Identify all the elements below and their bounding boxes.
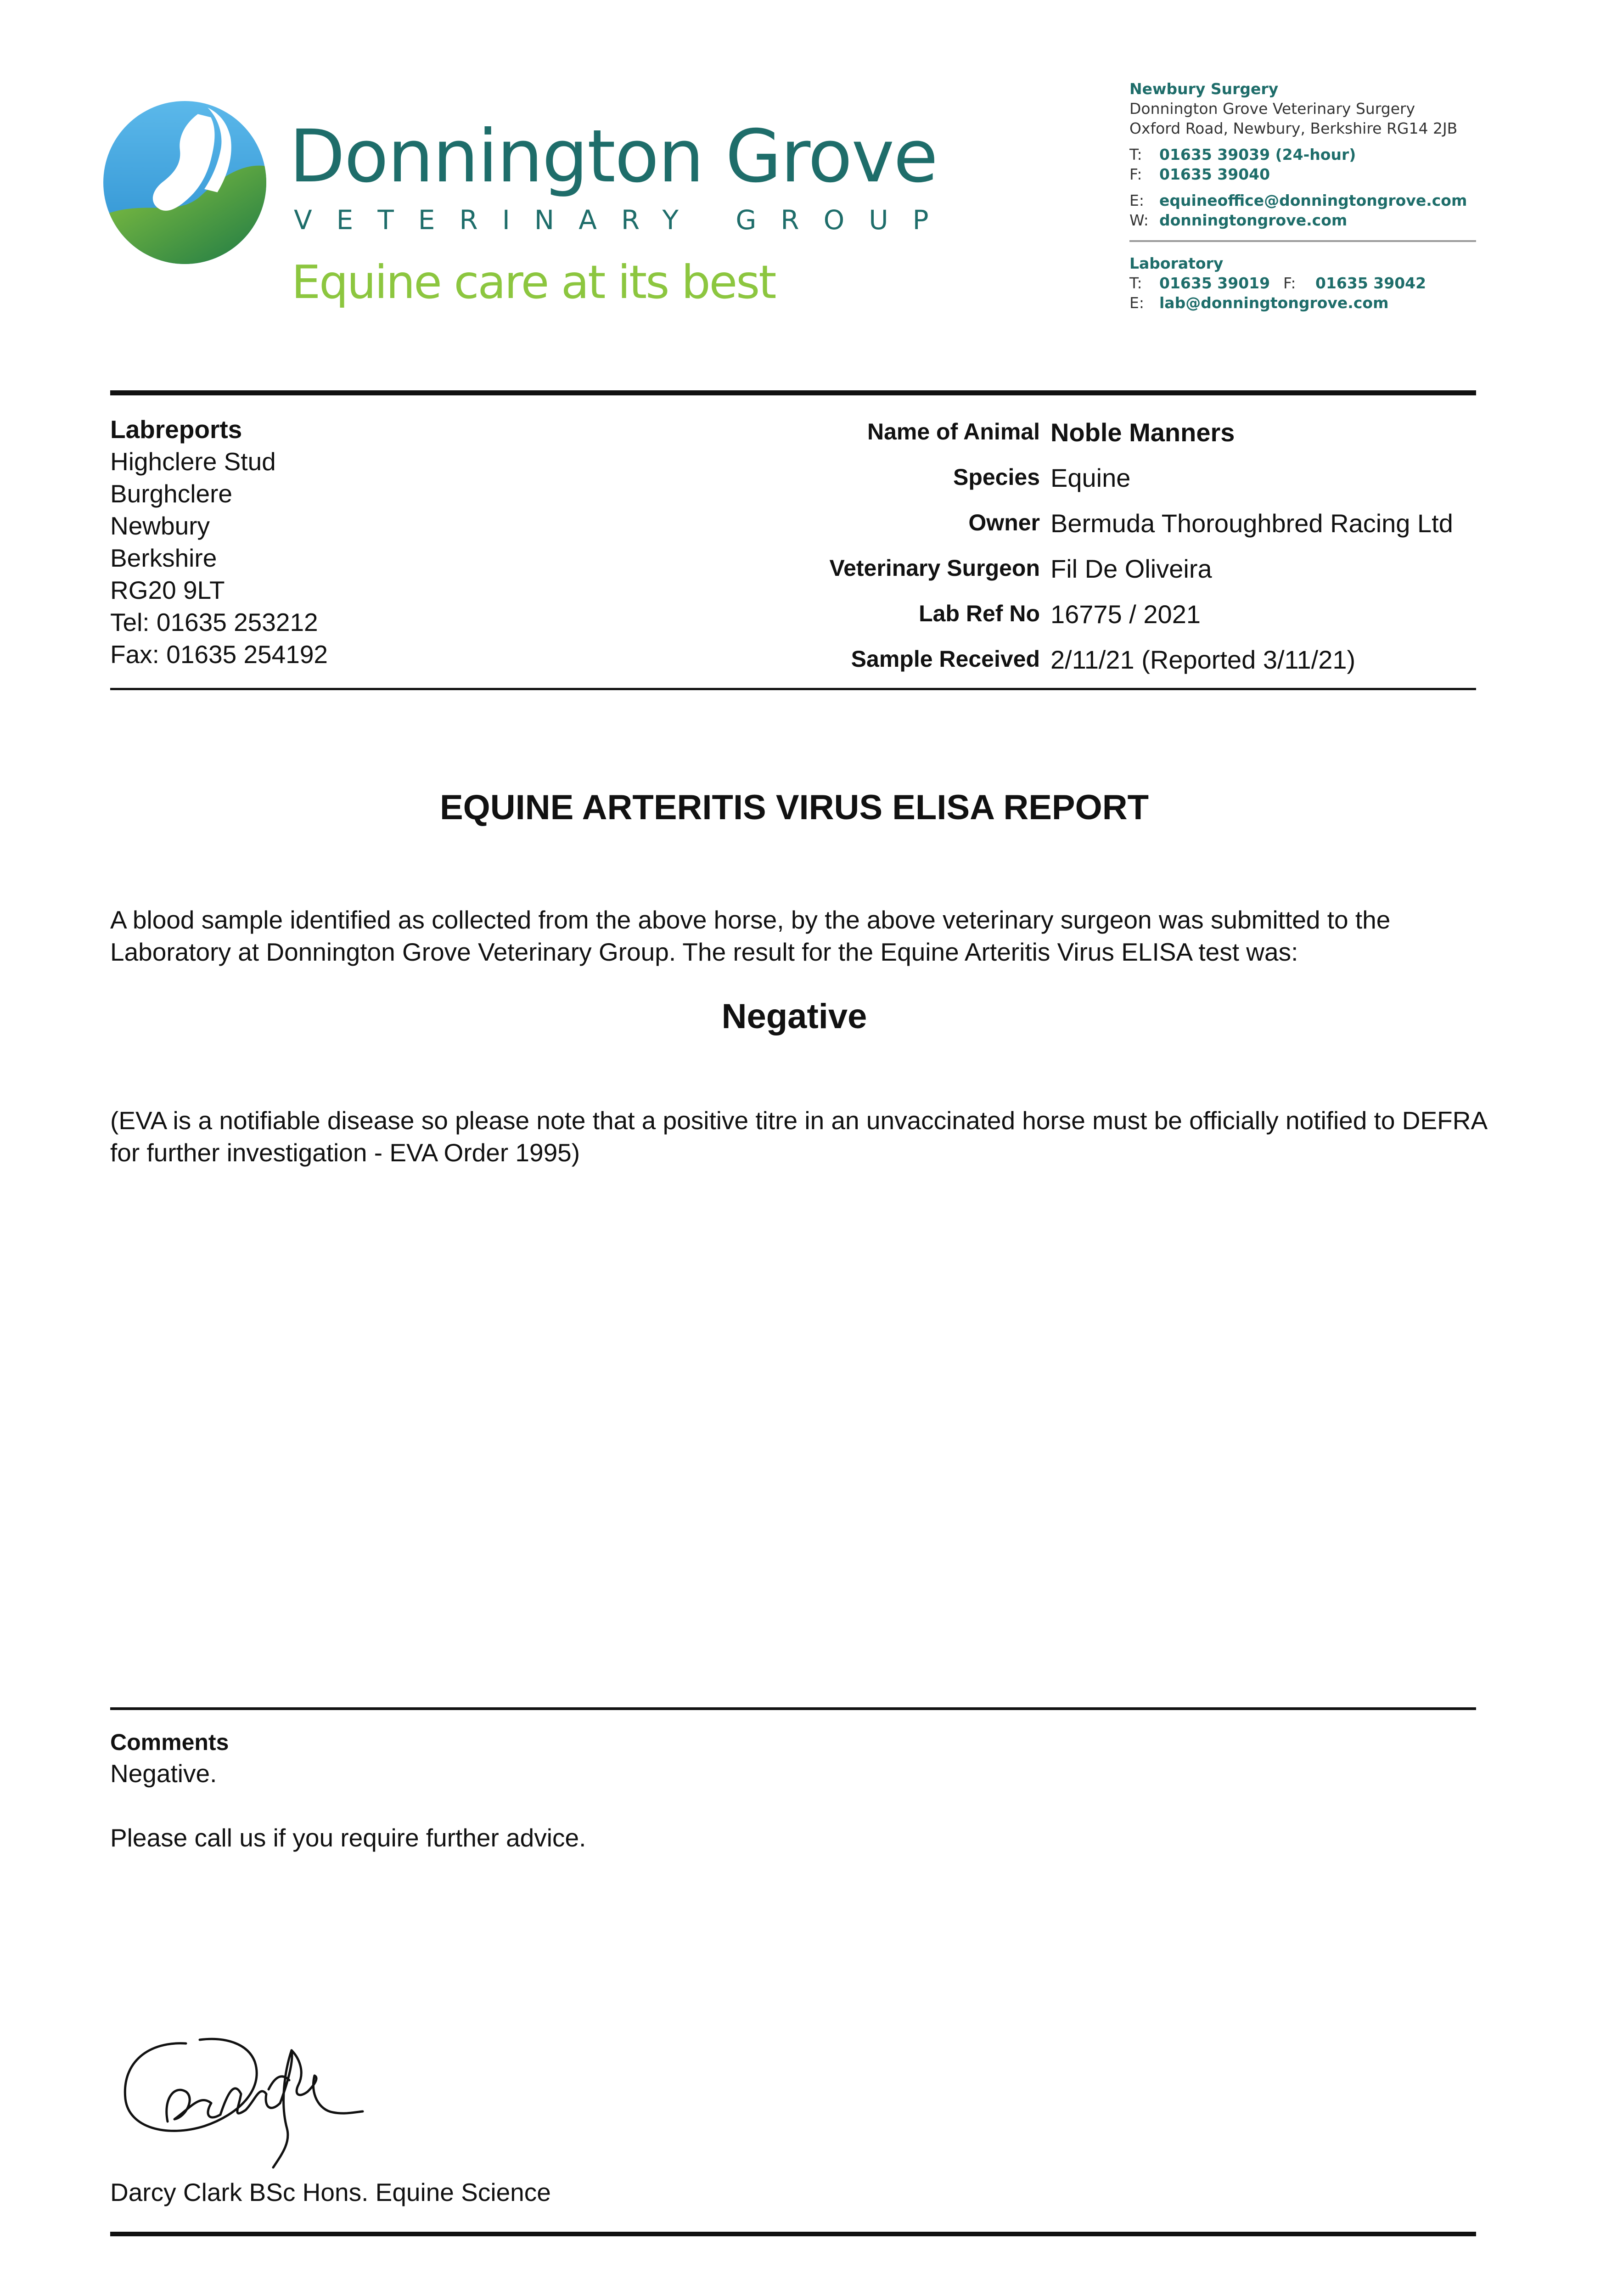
brand-name: Donnington Grove: [289, 114, 938, 199]
surgery-contact: [1129, 79, 1467, 230]
detail-row-animal-name: [735, 416, 1488, 448]
surgery-fax: 01635 39040: [1159, 165, 1270, 183]
contact-divider: [1129, 240, 1476, 242]
comments-text: Negative.: [110, 1759, 217, 1788]
detail-row-lab-ref: [735, 597, 1488, 630]
advice-text: Please call us if you require further advice.: [110, 1823, 586, 1852]
detail-value: 2/11/21 (Reported 3/11/21): [1050, 645, 1356, 674]
header-rule: [110, 390, 1476, 395]
logo-icon: [103, 101, 266, 264]
recipient-address: [110, 413, 328, 670]
address-line: Highclere Stud: [110, 447, 276, 476]
laboratory-heading: Laboratory: [1129, 254, 1224, 272]
surgery-address: Oxford Road, Newbury, Berkshire RG14 2JB: [1129, 119, 1458, 137]
laboratory-email-link[interactable]: lab@donningtongrove.com: [1159, 294, 1389, 312]
detail-label: Lab Ref No: [919, 601, 1040, 626]
detail-label: Owner: [968, 510, 1040, 535]
detail-row-species: [735, 461, 1488, 493]
detail-label: Species: [953, 464, 1040, 490]
detail-value: Equine: [1050, 463, 1131, 492]
signature-icon: [117, 2030, 365, 2172]
recipient-name: Labreports: [110, 415, 242, 444]
detail-row-sample-received: [735, 643, 1488, 675]
laboratory-tel[interactable]: 01635 39019: [1159, 274, 1270, 292]
address-line: Newbury: [110, 512, 210, 540]
address-line: RG20 9LT: [110, 576, 225, 604]
detail-label: Veterinary Surgeon: [829, 555, 1040, 581]
report-title: EQUINE ARTERITIS VIRUS ELISA REPORT: [439, 788, 1149, 827]
laboratory-contact: [1129, 253, 1426, 313]
detail-value: Bermuda Thoroughbred Racing Ltd: [1050, 509, 1453, 538]
brand-subtitle: VETERINARY GROUP: [294, 204, 953, 236]
address-phone: Tel: 01635 253212: [110, 608, 318, 636]
detail-value: 16775 / 2021: [1050, 600, 1201, 629]
surgery-web-link[interactable]: donningtongrove.com: [1159, 211, 1348, 229]
laboratory-tel-label: T:: [1129, 274, 1142, 292]
comments-rule: [110, 1707, 1476, 1710]
surgery-fax-label: F:: [1129, 165, 1142, 183]
surgery-email-link[interactable]: equineoffice@donningtongrove.com: [1159, 191, 1467, 209]
detail-label: Sample Received: [851, 646, 1040, 672]
surgery-heading: Newbury Surgery: [1129, 80, 1279, 98]
laboratory-fax: 01635 39042: [1315, 274, 1426, 292]
comments-label: Comments: [110, 1729, 229, 1755]
test-result: Negative: [721, 997, 867, 1036]
report-intro: A blood sample identified as collected from the above horse, by the above veterinary surgeon was submitted to the Laboratory at Donnington Grove Veterinary Group. The result for the Equine Arteritis Virus ELISA test was:: [110, 906, 1391, 966]
address-line: Burghclere: [110, 479, 232, 508]
surgery-web-label: W:: [1129, 211, 1149, 229]
brand-tagline: Equine care at its best: [292, 255, 775, 309]
detail-row-vet-surgeon: [735, 552, 1488, 584]
detail-value: Noble Manners: [1050, 418, 1235, 447]
report-note: (EVA is a notifiable disease so please note that a positive titre in an unvaccinated horse must be officially notified to DEFRA for further investigation - EVA Order 1995): [110, 1106, 1487, 1167]
footer-rule: [110, 2232, 1476, 2236]
details-rule: [110, 688, 1476, 690]
detail-row-owner: [735, 506, 1488, 539]
surgery-email-label: E:: [1129, 191, 1144, 209]
address-line: Berkshire: [110, 544, 217, 572]
detail-label: Name of Animal: [867, 419, 1040, 445]
laboratory-fax-label: F:: [1283, 274, 1296, 292]
signatory-name: Darcy Clark BSc Hons. Equine Science: [110, 2178, 551, 2206]
surgery-name: Donnington Grove Veterinary Surgery: [1129, 100, 1415, 118]
laboratory-email-label: E:: [1129, 294, 1144, 312]
address-fax: Fax: 01635 254192: [110, 640, 328, 669]
surgery-tel[interactable]: 01635 39039 (24-hour): [1159, 146, 1356, 163]
detail-value: Fil De Oliveira: [1050, 554, 1212, 583]
surgery-tel-label: T:: [1129, 146, 1142, 163]
